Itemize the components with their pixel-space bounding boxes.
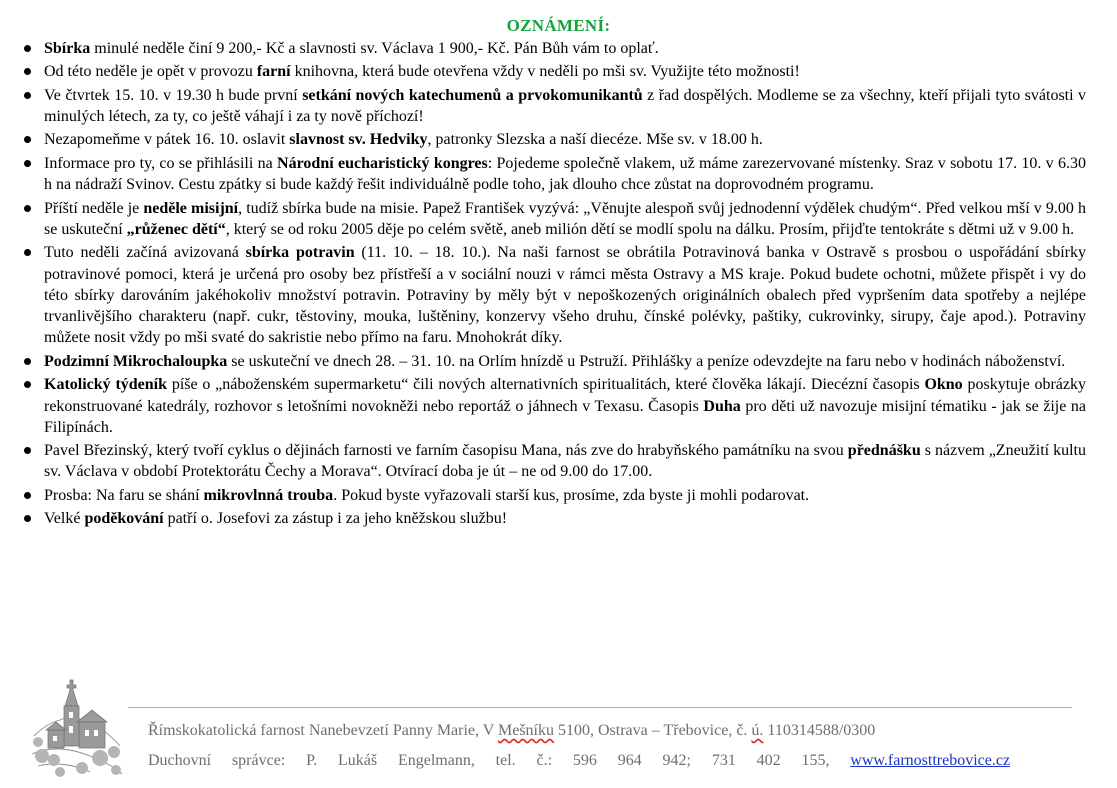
- announcement-bold-text: „růženec dětí“: [126, 220, 226, 238]
- bullet-icon: [24, 381, 31, 388]
- bullet-icon: [24, 136, 31, 143]
- announcement-text: (11. 10. – 18. 10.). Na naši farnost se obrátila Potravinová banka v Ostravě s prosbou o uspořádání sbírky potravinové pomoci, která je určená pro osoby bez přístřeší a v sociální nouzi v rámci města Ostravy a MS kraje. Pokud budete ochotni, můžete přispět i vy do této sbírky darováním jakéhokoliv množství potravin. Potraviny by měly být v nepoškozených originálních obalech před vypršením data spotřeby a nejlépe trvanlivějšího charakteru (např. cukr, těstoviny, mouka, luštěniny, konzervy všeho druhu, čínské polévky, paštiky, cukrovinky, sirupy, čaje apod.). Potraviny můžete nosit vždy po mši svaté do sakristie nebo přímo na faru. Mnohokrát díky.: [44, 244, 1086, 347]
- announcement-item: [24, 242, 1086, 348]
- announcement-text: se uskuteční ve dnech 28. – 31. 10. na Orlím hnízdě u Pstruží. Přihlášky a peníze odevzdejte na faru nebo v hodinách náboženství.: [227, 352, 1066, 370]
- bullet-icon: [24, 160, 31, 167]
- bullet-icon: [24, 358, 31, 365]
- website-link[interactable]: www.farnosttrebovice.cz: [850, 752, 1011, 769]
- announcement-bold-text: Katolický týdeník: [44, 376, 168, 394]
- bullet-icon: [24, 447, 31, 454]
- contact-word: 155,: [801, 752, 830, 769]
- announcement-bold-text: sbírka potravin: [245, 244, 355, 262]
- address-text-mid: 5100, Ostrava – Třebovice, č.: [554, 722, 752, 739]
- announcement-bold-text: farní: [256, 63, 291, 81]
- announcement-item: [24, 85, 1086, 128]
- announcement-text: Pavel Březinský, který tvoří cyklus o dějinách farnosti ve farním časopisu Mana, nás zve do hrabyňského památníku na svou: [44, 442, 848, 460]
- contact-word: 731: [711, 752, 736, 769]
- bullet-icon: [24, 515, 31, 522]
- bullet-icon: [24, 68, 31, 75]
- announcement-text: s názvem „Zneužití kultu sv. Václava v období Protektorátu Čechy a Morava“. Otvírací doba je út – ne od 9.00 do 17.00.: [44, 442, 1086, 481]
- announcement-bold-text: Sbírka: [44, 40, 91, 57]
- bullet-icon: [24, 492, 31, 499]
- address-text: Římskokatolická farnost Nanebevzetí Panny Marie, V: [148, 722, 498, 739]
- footer-divider: [128, 707, 1072, 708]
- announcement-item: [24, 508, 1086, 529]
- announcement-text: Ve čtvrtek 15. 10. v 19.30 h bude první: [44, 86, 303, 104]
- announcement-item: [24, 198, 1086, 241]
- announcement-item: [24, 440, 1086, 483]
- contact-word: správce:: [231, 752, 286, 769]
- announcements-list: [24, 38, 1086, 532]
- contact-word: Engelmann,: [397, 752, 475, 769]
- announcement-text: minulé neděle činí 9 200,- Kč a slavnosti sv. Václava 1 900,- Kč. Pán Bůh vám to oplať.: [90, 40, 659, 57]
- announcement-bold-text: setkání nových katechumenů a prvokomunikantů: [302, 86, 643, 104]
- announcement-bold-text: mikrovlnná trouba: [203, 486, 334, 504]
- contact-word: P.: [306, 752, 318, 769]
- address-u: ú.: [751, 722, 764, 739]
- footer-address: [148, 722, 1024, 740]
- announcement-text: Tuto neděli začíná avizovaná: [44, 244, 246, 262]
- announcement-item: [24, 38, 1086, 59]
- contact-text: [148, 752, 829, 769]
- announcement-bold-text: Okno: [924, 376, 963, 394]
- page-title: OZNÁMENÍ:: [506, 16, 611, 35]
- announcement-text: , patronky Slezska a naší diecéze. Mše sv. v 18.00 h.: [427, 131, 763, 149]
- announcement-item: [24, 351, 1086, 372]
- announcement-text: poskytuje obrázky rekonstruované katedrály, rozhovor s letošními novokněži nebo reportáž o jáhnech v Texasu. Časopis: [44, 376, 1087, 415]
- contact-word: tel.: [495, 752, 516, 769]
- announcement-text: knihovna, která bude otevřena vždy v neděli po mši sv. Využijte této možnosti!: [290, 63, 800, 81]
- announcement-text: Velké: [44, 510, 85, 528]
- address-text-end: 110314588/0300: [763, 722, 876, 739]
- announcement-text: Nezapomeňme v pátek 16. 10. oslavit: [44, 131, 290, 149]
- announcement-text: píše o „náboženském supermarketu“ čili nových alternativních spiritualitách, které člověka lákají. Diecézní časopis: [167, 376, 925, 394]
- announcement-item: [24, 153, 1086, 196]
- church-logo-icon: [30, 676, 124, 784]
- announcement-text: : Pojedeme společně vlakem, už máme zarezervované místenky. Sraz v sobotu 17. 10. v 6.30 h na nádraží Svinov. Cestu zpátky si bude každý řešit individuálně podle toho, jak dlouho chce zůstat na doprovodném programu.: [44, 154, 1086, 194]
- footer-contact: [148, 752, 1010, 770]
- announcement-text: pro děti už navozuje misijní tématiku - jak se žije na Filipínách.: [44, 397, 1087, 436]
- announcement-text: Prosba: Na faru se shání: [44, 486, 204, 504]
- contact-word: 964: [617, 752, 642, 769]
- announcement-text: Informace pro ty, co se přihlásili na: [44, 154, 278, 172]
- bullet-icon: [24, 92, 31, 99]
- announcement-item: [24, 61, 1086, 82]
- announcement-bold-text: neděle misijní: [143, 199, 239, 217]
- announcement-text: . Pokud byste vyřazovali starší kus, prosíme, zda byste ji mohli podarovat.: [333, 486, 810, 504]
- announcement-text: , tudíž sbírka bude na misie. Papež František vyzývá: „Věnujte alespoň svůj jednodenní výdělek chudým“. Před velkou mší v 9.00 h se uskuteční: [44, 199, 1086, 238]
- announcement-text: patří o. Josefovi za zástup i za jeho kněžskou službu!: [163, 510, 508, 528]
- announcement-bold-text: slavnost sv. Hedviky: [289, 131, 428, 149]
- bullet-icon: [24, 249, 31, 256]
- announcement-text: Příští neděle je: [44, 199, 144, 217]
- announcement-item: [24, 374, 1086, 438]
- bullet-icon: [24, 205, 31, 212]
- announcement-bold-text: Národní eucharistický kongres: [277, 154, 488, 172]
- contact-word: Duchovní: [148, 752, 212, 769]
- announcement-bold-text: přednášku: [847, 442, 921, 460]
- announcement-bold-text: Duha: [703, 397, 741, 415]
- contact-word: 402: [756, 752, 781, 769]
- bullet-icon: [24, 45, 31, 52]
- contact-word: 596: [572, 752, 597, 769]
- address-street: Mešníku: [498, 722, 554, 739]
- contact-word: 942;: [662, 752, 691, 769]
- announcement-text: z řad dospělých. Modleme se za všechny, kteří přijali tyto svátosti v minulých létech, za ty, co ještě váhají i za ty nově příchozí!: [44, 86, 1087, 126]
- announcement-text: Od této neděle je opět v provozu: [44, 63, 257, 81]
- announcement-bold-text: poděkování: [84, 510, 164, 528]
- contact-word: č.:: [536, 752, 553, 769]
- announcement-item: [24, 129, 1086, 150]
- announcement-text: , který se od roku 2005 děje po celém světě, aneb milión dětí se modlí spolu na dálku. Prosím, přijďte tentokráte s dětmi už v 9.00 h.: [225, 220, 1075, 238]
- contact-word: Lukáš: [338, 752, 378, 769]
- announcement-item: [24, 485, 1086, 506]
- announcement-bold-text: Podzimní Mikrochaloupka: [44, 352, 228, 370]
